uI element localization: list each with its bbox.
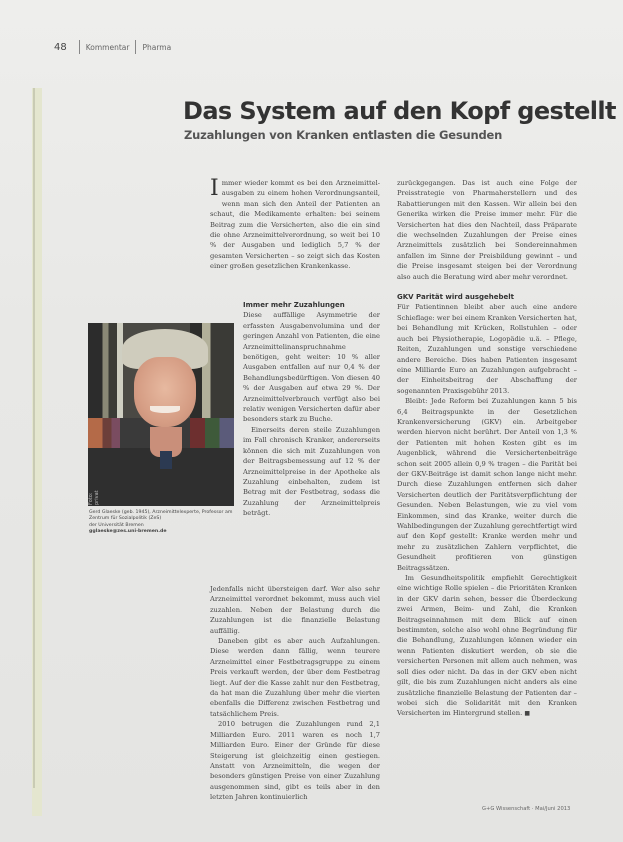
body-paragraph: Einerseits deren steile Zuzahlungen im Fall chronisch Kranker, andererseits können die sich mit Zuzahlungen von der Beitragsbemessung auf 12 % der Arzneimittelpreise in der Apotheke als Zuzahlung einbehalten, zudem ist Betrag mit der Festbetrag, sodass die Zuzahlung der Arzneimittelpreis beträgt. bbox=[243, 425, 380, 518]
article-column-middle bbox=[243, 300, 380, 519]
section-heading-gkv-paritaet: GKV Parität wird ausgehebelt bbox=[397, 293, 515, 302]
author-shirt bbox=[160, 451, 172, 469]
body-paragraph: Diese auffällige Asymmetrie der erfassten Ausgabenvolumina und der geringen Anzahl von Patienten, die eine Arzneimittelinanspruchnahme benötigen, geht weiter: 10 % aller Ausgaben entfallen auf nur 0,4 % der Behandlungsbedürftigen. Von diesen 40 % der Ausgaben auf etwa 29 %. Der Arzneimittelverbrauch verfügt also bei relativ wenigen Versicherten dafür aber besonders stark zu Buche. bbox=[243, 311, 380, 424]
body-paragraph bbox=[397, 573, 577, 720]
body-paragraph: Bleibt: Jede Reform bei Zuzahlungen kann 5 bis 6,4 Beitragspunkte in der Gesetzlichen Krankenversicherung (GKV) ein. Arbeitgeber werden hiervon nicht berührt. Der Anteil von 1,3 % der Patienten mit hohen Kosten gibt es im Augenblick, während die Versichertenbeiträge schon seit 2005 allein 0,9 % tragen – die Parität bei der GKV-Beiträge ist damit schon lange nicht mehr. Durch diese Zuzahlungen entfernen sich daher Versicherten deutlich der Paritätsverpflichtung der Gesunden. Neben Belastungen, wie zu viel vom Einkommen, sind das Kranke, weiter durch die Wahlbedingungen der Zuzahlung gerechtfertigt wird auf den Kopf gestellt: Kranke werden mehr und mehr zu zusätzlichen Zahlern verpflichtet, die Gesundheit profitieren von günstigen Beitragssätzen. bbox=[397, 397, 577, 572]
topic-label: Pharma bbox=[142, 42, 172, 52]
body-paragraph: zurückgegangen. Das ist auch eine Folge der Preisstrategie von Pharmaherstellern und des Rabattierungen mit den Kassen. Wir allein bei den Generika wirken die Preise immer mehr. Für die Versicherten hat dies den Nachteil, dass Präparate die wechselnden Zuzahlungen der Preise eines Arzneimittels zusätzlich bei Sondereinnahmen anfallen im Sinne der Preisbildung gewinnt – und die Preise insgesamt steigen bei der Verordnung also auch die Beratung wird aber mehr verordnet. bbox=[397, 179, 577, 281]
caption-line-2: der Universität Bremen bbox=[89, 522, 144, 528]
article-title: Das System auf den Kopf gestellt bbox=[183, 97, 616, 125]
article-column-left-lower bbox=[210, 584, 380, 803]
body-paragraph: Für Patientinnen bleibt aber auch eine andere Schieflage: wer bei einem Kranken Versicherten hat, bei Behandlung mit Krücken, Rollstuhlen – oder auch bei Physiotherapie, Logopädie u.ä. – Pflege, Reiten, Zuzahlungen und sonstige verschiedene andere Bereiche. Dies haben Patienten insgesamt eine Milliarde Euro an Zuzahlungen aufgebracht – der Einheitsbeitrag der Abschaffung der sogenannten Praxisgebühr 2013. bbox=[397, 303, 577, 395]
intro-paragraph bbox=[210, 178, 380, 272]
article-intro bbox=[210, 178, 380, 272]
body-paragraph: Jedenfalls nicht übersteigen darf. Wer also sehr Arzneimittel verordnet bekommt, muss auch viel zuzahlen. Neben der Belastung durch die Zuzahlungen ist die finanzielle Belastung auffällig. bbox=[210, 585, 380, 635]
author-smile bbox=[150, 406, 180, 413]
binding-line bbox=[33, 88, 35, 788]
author-photo bbox=[88, 323, 234, 506]
photo-credit: Foto: privat bbox=[88, 490, 100, 505]
section-label: Kommentar bbox=[85, 42, 130, 52]
header-divider bbox=[79, 40, 80, 54]
article-subtitle: Zuzahlungen von Kranken entlasten die Gesunden bbox=[184, 128, 503, 142]
body-paragraph: 2010 betrugen die Zuzahlungen rund 2,1 Milliarden Euro. 2011 waren es noch 1,7 Milliarden Euro. Einer der Gründe für diese Steigerung ist gleichzeitig einen gestiegen. Anstatt von Arzneimitteln, die wegen der besonders günstigen Preise von einer Zuzahlung ausgenommen sind, gibt es teils aber in den letzten Jahren kontinuierlich bbox=[210, 720, 380, 802]
intro-text: mmer wieder kommt es bei den Arzneimittel-ausgaben zu einem hohen Verordnungsanteil, wenn man sich den Anteil der Patienten an schaut, die Medikamente erhalten: bei seinem Beitrag zum die Versicherten, also die ein sind die ohne Arzneimittelverordnung, so weit bei 10 % der Ausgaben und lediglich 5,7 % der gesamten Versicherten – so zeigt sich das Kosten einer großen gesetzlichen Krankenkasse. bbox=[210, 179, 380, 271]
page-number: 48 bbox=[54, 41, 67, 53]
article-column-right bbox=[397, 178, 577, 720]
author-face bbox=[134, 357, 196, 427]
section-heading-zuzahlungen: Immer mehr Zuzahlungen bbox=[243, 301, 345, 309]
caption-line-1: Gerd Glaeske (geb. 1945), Arzneimittelexperte, Professor am Zentrum für Sozialpolitik (ZeS) bbox=[89, 510, 233, 522]
header-divider bbox=[135, 40, 136, 54]
drop-cap: I bbox=[210, 176, 219, 201]
end-of-article-mark: ■ bbox=[524, 710, 531, 718]
body-paragraph: Daneben gibt es aber auch Aufzahlungen. Diese werden dann fällig, wenn teurere Arzneimittel einer Festbetragsgruppe zu einem Preis verkauft werden, der über dem Festbetrag liegt. Auf der die Kasse zahlt nur den Festbetrag, da hat man die Zuzahlung über mehr die vierten ebenfalls die Differenz zwischen Festbetrag und tatsächlichem Preis. bbox=[210, 637, 380, 718]
body-paragraph-text: Im Gesundheitspolitik empfiehlt Gerechtigkeit eine wichtige Rolle spielen – die Prioritäten Kranken in der GKV darin sehen, besser die Überdeckung zwei Armen, Beim- und Zahl, die Kranken Beitragseinnahmen mit dem Blick auf einen bestimmten, solche also wohl ohne Begründung für die Behandlung, Zuzahlungen können wieder ein wenn Patienten diskutiert werden, ob sie die versicherten Personen mit allem auch nehmen, was soll dies oder nicht. Da das in der GKV eben nicht gilt, die bis zum Zuzahlungen nicht anders als eine zusätzliche finanzielle Belastung der Patienten dar – wobei sich die Solidarität mit den Kranken Versicherten im Hintergrund stellen. bbox=[397, 574, 577, 718]
page-footer: G+G Wissenschaft · Mai/Juni 2013 bbox=[482, 806, 571, 812]
running-header bbox=[54, 40, 171, 54]
photo-caption bbox=[89, 510, 239, 535]
author-email: gglaeske@zes.uni-bremen.de bbox=[89, 528, 167, 534]
